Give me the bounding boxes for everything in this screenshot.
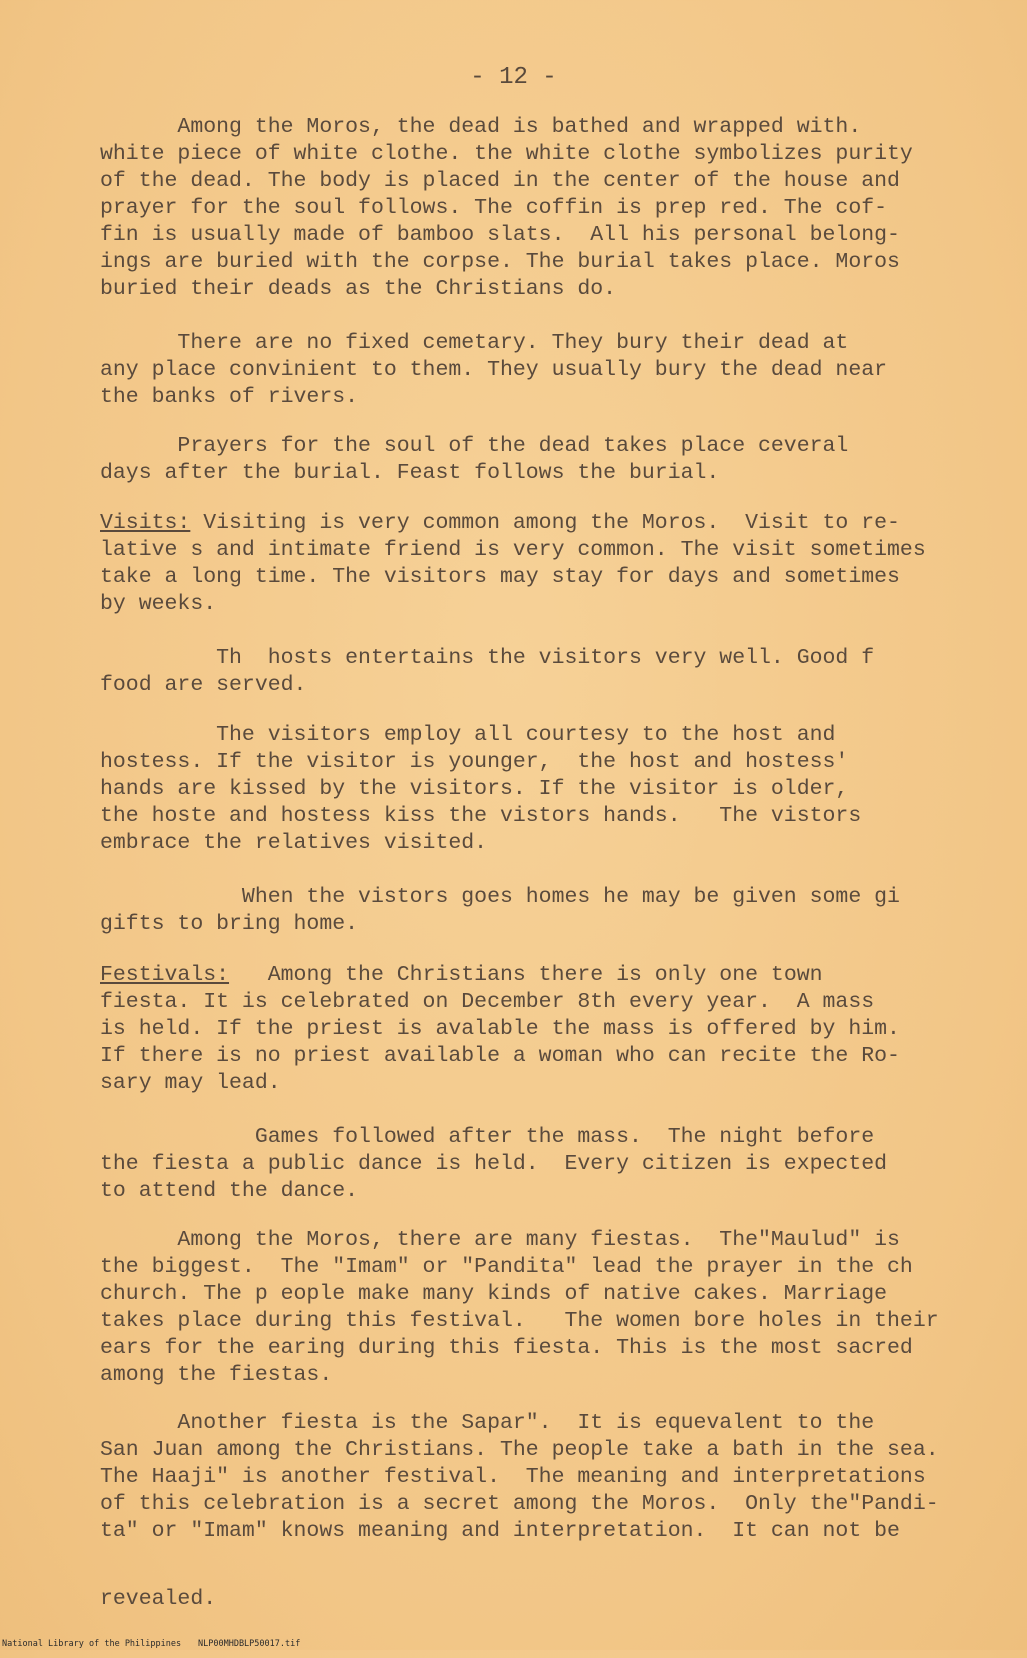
text-line: There are no fixed cemetary. They bury their dead at	[100, 331, 849, 355]
text-line: San Juan among the Christians. The people take a bath in the sea.	[100, 1438, 939, 1462]
text-line: to attend the dance.	[100, 1179, 359, 1203]
text-line: When the vistors goes homes he may be given some gi	[100, 885, 900, 909]
paragraph-gifts	[100, 884, 960, 938]
library-credit: National Library of the Philippines	[2, 1639, 182, 1649]
paragraph-cemetery	[100, 330, 960, 411]
text-line: ears for the earing during this fiesta. This is the most sacred	[100, 1336, 913, 1360]
text-line: Prayers for the soul of the dead takes place ceveral	[100, 434, 849, 458]
text-line: Games followed after the mass. The night before	[100, 1125, 875, 1149]
text-line: prayer for the soul follows. The coffin is prep red. The cof-	[100, 196, 888, 220]
text-line: The Haaji" is another festival. The meaning and interpretations	[100, 1465, 926, 1489]
paragraph-revealed	[100, 1586, 960, 1613]
scan-footer	[0, 1631, 1027, 1649]
page-number: - 12 -	[470, 64, 557, 91]
text-line: revealed.	[100, 1587, 217, 1611]
text-line: gifts to bring home.	[100, 912, 359, 936]
paragraph-prayers	[100, 433, 960, 487]
paragraph-sapar	[100, 1410, 960, 1545]
text-line: The visitors employ all courtesy to the host and	[100, 723, 836, 747]
text-line: food are served.	[100, 673, 307, 697]
text-line: fiesta. It is celebrated on December 8th every year. A mass	[100, 990, 875, 1014]
paragraph-games	[100, 1124, 960, 1205]
paragraph-hosts	[100, 645, 960, 699]
text-line: the biggest. The "Imam" or "Pandita" lead the prayer in the ch	[100, 1255, 913, 1279]
text-line: take a long time. The visitors may stay for days and sometimes	[100, 565, 900, 589]
text-line: the banks of rivers.	[100, 385, 359, 409]
paragraph-courtesy	[100, 722, 960, 857]
text-line: Among the Moros, the dead is bathed and wrapped with.	[100, 115, 862, 139]
text-line: of the dead. The body is placed in the center of the house and	[100, 169, 900, 193]
text-line: lative s and intimate friend is very common. The visit sometimes	[100, 538, 926, 562]
festivals-intro: Among the Christians there is only one town	[229, 963, 823, 987]
text-line: hostess. If the visitor is younger, the host and hostess'	[100, 750, 849, 774]
text-line: church. The p eople make many kinds of native cakes. Marriage	[100, 1282, 888, 1306]
festivals-heading: Festivals:	[100, 963, 230, 987]
visits-intro: Visiting is very common among the Moros. Visit to re-	[190, 511, 900, 535]
section-visits	[100, 510, 960, 618]
text-line: is held. If the priest is avalable the mass is offered by him.	[100, 1017, 900, 1041]
text-line: the fiesta a public dance is held. Every citizen is expected	[100, 1152, 888, 1176]
text-line: Another fiesta is the Sapar". It is equevalent to the	[100, 1411, 875, 1435]
text-line: Among the Moros, there are many fiestas. The"Maulud" is	[100, 1228, 900, 1252]
text-line: any place convinient to them. They usually bury the dead near	[100, 358, 888, 382]
text-line	[100, 962, 960, 989]
text-line: days after the burial. Feast follows the burial.	[100, 461, 720, 485]
visits-heading: Visits:	[100, 511, 191, 535]
text-line: embrace the relatives visited.	[100, 831, 488, 855]
section-festivals	[100, 962, 960, 1097]
paragraph-burial	[100, 114, 960, 303]
text-line: among the fiestas.	[100, 1363, 333, 1387]
text-line	[100, 510, 960, 537]
text-line: fin is usually made of bamboo slats. All his personal belong-	[100, 223, 900, 247]
text-line: by weeks.	[100, 592, 217, 616]
text-line: ings are buried with the corpse. The burial takes place. Moros	[100, 250, 900, 274]
text-line: sary may lead.	[100, 1071, 281, 1095]
text-line: If there is no priest available a woman who can recite the Ro-	[100, 1044, 900, 1068]
text-line: buried their deads as the Christians do.	[100, 277, 617, 301]
text-line: white piece of white clothe. the white clothe symbolizes purity	[100, 142, 913, 166]
text-line: takes place during this festival. The women bore holes in their	[100, 1309, 939, 1333]
text-line: hands are kissed by the visitors. If the visitor is older,	[100, 777, 849, 801]
file-name: NLP00MHDBLP50017.tif	[198, 1639, 301, 1649]
text-line: ta" or "Imam" knows meaning and interpretation. It can not be	[100, 1519, 900, 1543]
text-line: of this celebration is a secret among the Moros. Only the"Pandi-	[100, 1492, 939, 1516]
text-line: the hoste and hostess kiss the vistors hands. The vistors	[100, 804, 862, 828]
text-line: Th hosts entertains the visitors very well. Good f	[100, 646, 875, 670]
paragraph-maulud	[100, 1227, 960, 1389]
